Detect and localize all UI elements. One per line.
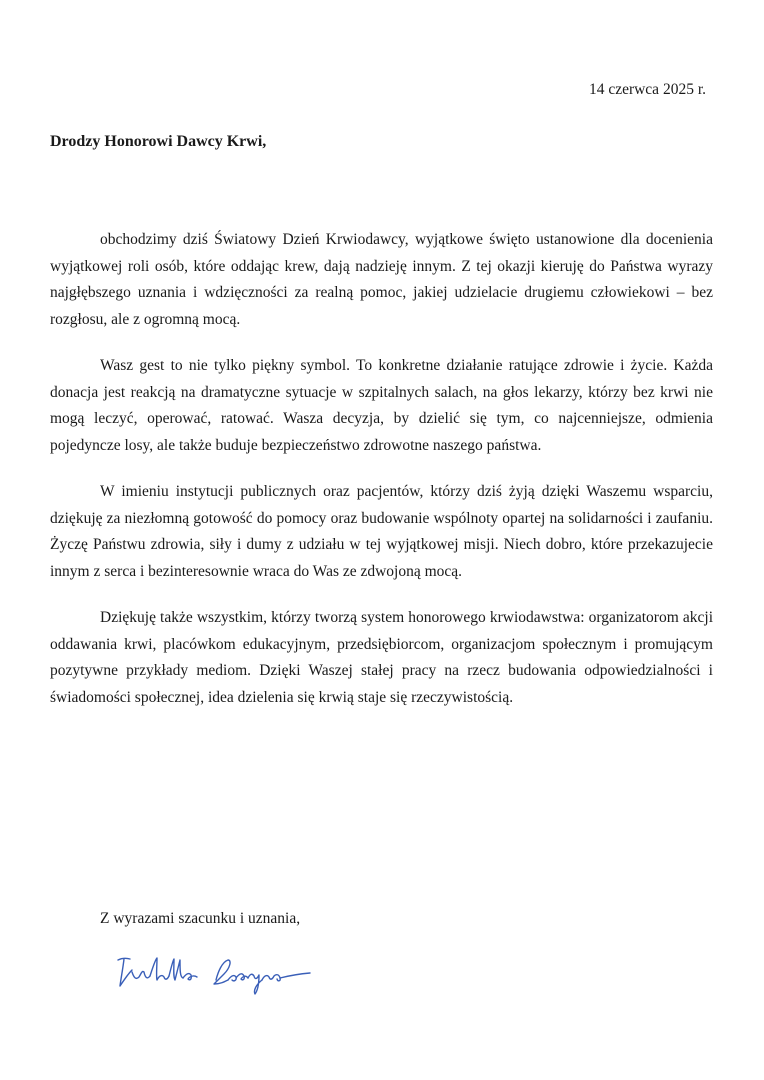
paragraph-2: Wasz gest to nie tylko piękny symbol. To konkretne działanie ratujące zdrowie i życie. Każda donacja jest reakcją na dramatyczne sytuacje w szpitalnych salach, na głos lekarzy, którzy bez krwi nie mogą leczyć, operować, ratować. Wasza decyzja, by dzielić się tym, co najcenniejsze, odmienia pojedyncze losy, ale także buduje bezpieczeństwo zdrowotne naszego państwa. — [50, 357, 713, 454]
paragraph-4: Dziękuję także wszystkim, którzy tworzą system honorowego krwiodawstwa: organizatorom akcji oddawania krwi, placówkom edukacyjnym, przedsiębiorcom, organizacjom społecznym i promującym pozytywne przykłady mediom. Dzięki Waszej stałej pracy na rzecz budowania odpowiedzialności i świadomości społecznej, idea dzielenia się krwią staje się rzeczywistością. — [50, 609, 713, 706]
salutation: Drodzy Honorowi Dawcy Krwi, — [50, 133, 267, 150]
paragraph-3: W imieniu instytucji publicznych oraz pacjentów, którzy dziś żyją dzięki Waszemu wsparciu, dziękuję za niezłomną gotowość do pomocy oraz budowanie wspólnoty opartej na solidarności i zaufaniu. Życzę Państwu zdrowia, siły i dumy z udziału w tej wyjątkowej misji. Niech dobro, które przekazujecie innym z serca i bezinteresownie wraca do Was ze zdwojoną mocą. — [50, 483, 713, 580]
closing-line: Z wyrazami szacunku i uznania, — [100, 910, 301, 927]
letter-body — [50, 227, 713, 731]
paragraph-1: obchodzimy dziś Światowy Dzień Krwiodawcy, wyjątkowe święto ustanowione dla docenienia wyjątkowej roli osób, które oddając krew, dają nadzieję innym. Z tej okazji kieruję do Państwa wyrazy najgłębszego uznania i wdzięczności za realną pomoc, jakiej udzielacie drugiemu człowiekowi – bez rozgłosu, ale z ogromną mocą. — [50, 231, 713, 328]
handwritten-signature — [112, 950, 322, 1000]
letter-date: 14 czerwca 2025 r. — [588, 81, 706, 98]
